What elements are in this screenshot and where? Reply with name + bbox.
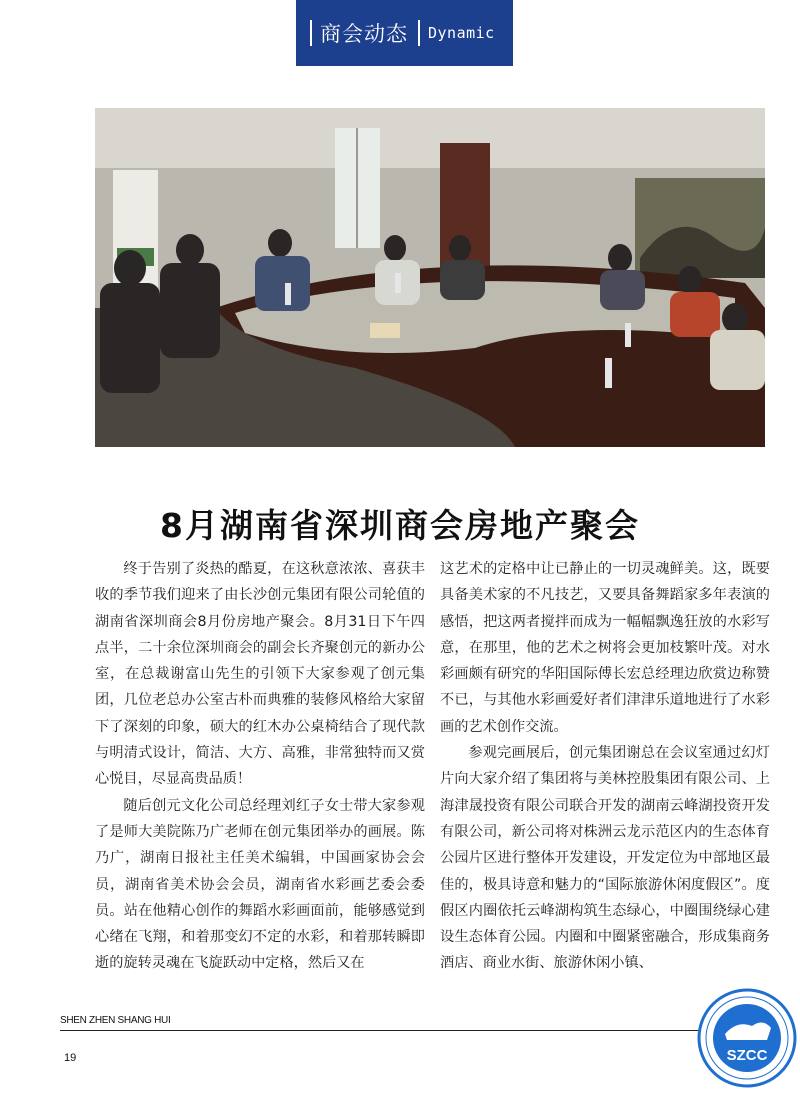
- szcc-logo-icon: [697, 988, 797, 1088]
- paragraph: 参观完画展后，创元集团谢总在会议室通过幻灯片向大家介绍了集团将与美林控股集团有限公司、上海津晟投资有限公司联合开发的湖南云峰湖投资开发有限公司，新公司将对株洲云龙示范区内的生态体育公园片区进行整体开发建设，开发定位为中部地区最佳的，极具诗意和魅力的“国际旅游休闲度假区”。度假区内圈依托云峰湖构筑生态绿心，中圈围绕绿心建设生态体育公园。内圈和中圈紧密融合，形成集商务酒店、商业水街、旅游休闲小镇、: [440, 745, 770, 972]
- logo-text: SZCC: [726, 1047, 768, 1064]
- paragraph: 随后创元文化公司总经理刘红子女士带大家参观了是师大美院陈乃广老师在创元集团举办的画展。陈乃广，湖南日报社主任美术编辑，中国画家协会会员，湖南省美术协会会员，湖南省水彩画艺委会委员。站在他精心创作的舞蹈水彩画面前，能够感觉到心绪在飞翔，和着那变幻不定的水彩，和着那转瞬即逝的旋转灵魂在飞旋跃动中定格，然后又在: [95, 797, 425, 972]
- article-body-right: [440, 556, 770, 977]
- article-body-left: [95, 556, 425, 977]
- article-title: 8月湖南省深圳商会房地产聚会: [160, 506, 640, 546]
- magazine-brand: SHEN ZHEN SHANG HUI: [60, 1015, 171, 1026]
- footer-divider: [60, 1030, 710, 1031]
- section-title-cn: 商会动态: [320, 22, 408, 46]
- paragraph-continued: 这艺术的定格中让已静止的一切灵魂鲜美。这，既要具备美术家的不凡技艺，又要具备舞蹈家多年表演的感悟，把这两者搅拌而成为一幅幅飘逸狂放的水彩写意，在那里，他的艺术之树将会更加枝繁叶茂。对水彩画颇有研究的华阳国际傅长宏总经理边欣赏边称赞不已，与其他水彩画爱好者们津津乐道地进行了水彩画的艺术创作交流。: [440, 561, 770, 735]
- page-number: 19: [64, 1052, 77, 1064]
- header-divider: [418, 20, 420, 46]
- meeting-photo-illustration: [95, 108, 765, 447]
- section-header-tab: [296, 0, 513, 66]
- section-title-en: Dynamic: [428, 24, 495, 42]
- paragraph: 终于告别了炎热的酷夏，在这秋意浓浓、喜获丰收的季节我们迎来了由长沙创元集团有限公司轮值的湖南省深圳商会8月份房地产聚会。8月31日下午四点半，二十余位深圳商会的副会长齐聚创元的新办公室，在总裁谢富山先生的引领下大家参观了创元集团，几位老总办公室古朴而典雅的装修风格给大家留下了深刻的印象，硕大的红木办公桌椅结合了现代款与明清式设计，简洁、大方、高雅，非常独特而又赏心悦目，尽显高贵品质！: [95, 561, 425, 788]
- meeting-photo: [95, 108, 765, 447]
- header-divider: [310, 20, 312, 46]
